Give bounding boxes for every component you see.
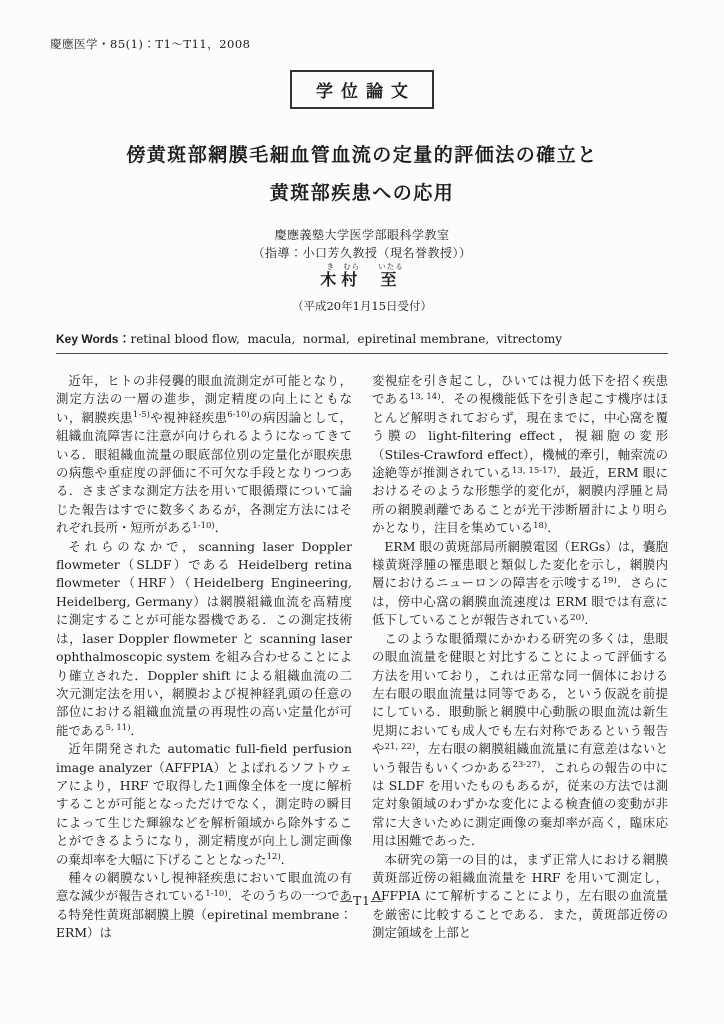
reference-superscript: 13, 14) xyxy=(409,391,441,402)
reference-superscript: 18) xyxy=(533,520,548,531)
body-paragraph: このような眼循環にかかわる研究の多くは，患眼の眼血流量を健眼と対比することによって評価する方法を用いており，これは正常な同一個体における左右眼の眼血流量は同等である，という仮説を前提にしている．眼動脈と網膜中心動脈の眼血流は新生児期においても成人でも左右対称であるという報告や$^{21, 22)}$，左右眼の網膜組織血流量に有意差はないという報告もいくつかある$^{23-27)}$．これらの報告の中には SLDF を用いたものもあるが，従来の方法では測定対象領域のわずかな変化による検査値の変動が非常に大きいために測定画像の棄却率が高く，臨床応用は困難であった． xyxy=(372,630,669,849)
reference-superscript: 12) xyxy=(266,852,281,863)
affiliation: 慶應義塾大学医学部眼科学教室 xyxy=(274,228,450,242)
keywords-row xyxy=(56,330,668,347)
received-date: （平成20年1月15日受付） xyxy=(291,299,433,313)
page-number-footer: ―T1― xyxy=(340,894,384,908)
article-type-box: 学位論文 xyxy=(290,70,434,109)
reference-superscript: 5, 11) xyxy=(105,723,131,734)
author-name-char: 村むら xyxy=(341,262,363,289)
body-right-column xyxy=(372,372,669,941)
reference-superscript: 1-10) xyxy=(192,520,215,531)
reference-superscript: 1-5) xyxy=(132,410,150,421)
body-paragraph: 近年，ヒトの非侵襲的眼血流測定が可能となり，測定方法の一層の進歩，測定精度の向上にともない，網膜疾患$^{1-5)}$や視神経疾患$^{6-10)}$の病因論として，組織血流障害に注意が向けられるようになってきている．眼組織血流量の眼底部位別の定量化が眼疾患の病態や重症度の評価に不可欠な手段となりつつある．さまざまな測定方法を用いて眼循環について論じた報告はすでに数多くあるが，各測定方法にはそれぞれ長所・短所がある$^{1-10)}$． xyxy=(56,373,353,536)
keywords-list: retinal blood flow, macula, normal, epiretinal membrane, vitrectomy xyxy=(130,332,562,346)
reference-superscript: 20) xyxy=(570,612,585,623)
reference-superscript: 19) xyxy=(602,575,617,586)
body-left-column xyxy=(56,372,353,941)
author-name-char: 至いたる xyxy=(378,262,404,289)
author-name-char: 木き xyxy=(320,262,342,289)
reference-superscript: 23-27) xyxy=(512,760,541,771)
reference-superscript: 6-10) xyxy=(227,410,250,421)
body-paragraph: 本研究の第一の目的は，まず正常人における網膜黄斑部近傍の組織血流量を HRF を用いて測定し，AFFPIA にて解析することにより，左右眼の血流量を厳密に比較することである．また，黄斑部近傍の測定領域を上部と xyxy=(372,851,668,941)
keywords-divider-rule xyxy=(56,353,668,354)
body-paragraph: 種々の網膜ないし視神経疾患において眼血流の有意な減少が報告されている$^{1-10)}$．そのうちの一つである特発性黄斑部網膜上膜（epiretinal membrane：ERM）は xyxy=(56,869,353,941)
author-name xyxy=(0,262,724,290)
supervisor-line: （指導：小口芳久教授（現名誉教授）） xyxy=(252,246,472,260)
reference-superscript: 13, 15-17) xyxy=(511,465,557,476)
paper-title-line2: 黄斑部疾患への応用 xyxy=(269,182,455,204)
body-paragraph: それらのなかで，scanning laser Doppler flowmeter（SLDF）である Heidelberg retina flowmeter（HRF）（Heidelberg Engineering, Heidelberg, Germany）は網膜組織血流を高精度に測定することが可能な器機である．この測定技術は，laser Doppler flowmeter と scanning laser ophthalmoscopic system を組み合わせることにより確立された．Doppler shift による組織血流の二次元測定法を用い，網膜および視神経乳頭の任意の部位における組織血流量の再現性の高い定量化が可能である$^{5, 11)}$． xyxy=(56,538,352,738)
body-paragraph: ERM 眼の黄斑部局所網膜電図（ERGs）は，嚢胞様黄斑浮腫の罹患眼と類似した変化を示し，網膜内層におけるニューロンの障害を示唆する$^{19)}$．さらには，傍中心窩の網膜血流速度は ERM 眼では有意に低下していることが報告されている$^{20)}$． xyxy=(372,538,669,628)
paper-title-line1: 傍黄斑部網膜毛細血管血流の定量的評価法の確立と xyxy=(126,144,598,166)
reference-superscript: 1-10) xyxy=(205,888,228,899)
reference-superscript: 21, 22) xyxy=(384,741,416,752)
journal-citation-line: 慶應医学・85(1)：T1〜T11，2008 xyxy=(50,37,251,51)
body-paragraph: 近年開発された automatic full-field perfusion image analyzer（AFFPIA）とよばれるソフトウェアにより，HRF で取得した1画像全体を一度に解析することが可能となっただけでなく，測定時の瞬目によって生じた輝線などを解析領域から除外することができるようになり，測定精度が向上し測定画像の棄却率を大幅に下げることとなった$^{12)}$． xyxy=(56,741,352,867)
keywords-label: Key Words： xyxy=(56,332,131,346)
body-paragraph: 変視症を引き起こし，ひいては視力低下を招く疾患である$^{13, 14)}$．その視機能低下を引き起こす機序はほとんど解明されておらず，現在までに，中心窩を覆う膜の light-filtering effect，視細胞の変形（Stiles-Crawford effect），機械的牽引，軸索流の途絶等が推測されている$^{13, 15-17)}$．最近，ERM 眼におけるそのような形態学的変化が，網膜内浮腫と局所の網膜剥離であることが光干渉断層計により明らかとなり，注目を集めている$^{18)}$． xyxy=(372,373,669,536)
